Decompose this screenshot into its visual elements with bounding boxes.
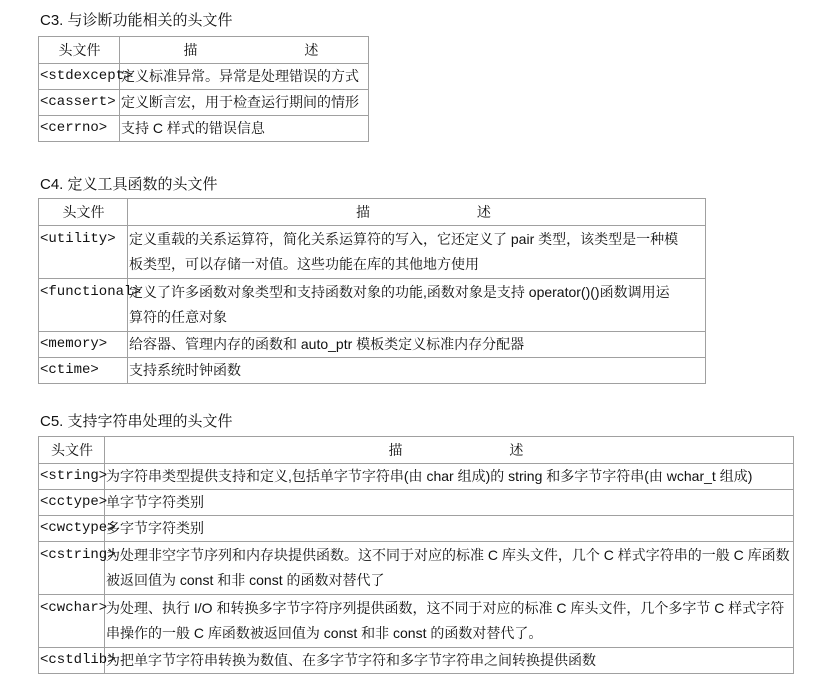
header-cell-description: 描 述 (120, 37, 369, 64)
table-row (39, 358, 706, 384)
table-row (39, 90, 369, 116)
table-row (39, 542, 794, 595)
section-title: C4. 定义工具函数的头文件 (40, 176, 218, 193)
description-line: 定义断言宏，用于检查运行期间的情形 (121, 94, 359, 110)
table-row (39, 116, 369, 142)
description-line: 定义重载的关系运算符，简化关系运算符的写入，它还定义了 pair 类型，该类型是一种模 (129, 231, 679, 247)
header-cell-file: 头文件 (39, 37, 120, 64)
table-row (39, 464, 794, 490)
description-line: 定义标准异常。异常是处理错误的方式 (121, 68, 359, 84)
description-cell (120, 90, 369, 116)
description-cell (105, 516, 794, 542)
header-table (38, 436, 794, 674)
description-cell (128, 332, 706, 358)
table-row (39, 595, 794, 648)
description-line: 多字节字符类别 (106, 520, 204, 536)
description-cell (120, 116, 369, 142)
table-row (39, 648, 794, 674)
header-name-cell: <cassert> (39, 90, 120, 116)
description-line: 支持 C 样式的错误信息 (121, 120, 265, 136)
description-line: 串操作的一般 C 库函数被返回值为 const 和非 const 的函数对替代了。 (106, 625, 543, 641)
table-header-row (39, 199, 706, 226)
header-name-cell: <cstdlib> (39, 648, 105, 674)
header-name-cell: <string> (39, 464, 105, 490)
description-line: 为字符串类型提供支持和定义,包括单字节字符串(由 char 组成)的 string 和多字节字符串(由 wchar_t 组成) (106, 468, 753, 484)
description-cell (105, 542, 794, 595)
description-cell (105, 464, 794, 490)
header-name-cell: <cstring> (39, 542, 105, 595)
header-name-cell: <cerrno> (39, 116, 120, 142)
header-cell-description: 描 述 (128, 199, 706, 226)
description-cell (128, 279, 706, 332)
description-cell (128, 358, 706, 384)
header-cell-file: 头文件 (39, 437, 105, 464)
table-row (39, 516, 794, 542)
description-line: 算符的任意对象 (129, 309, 227, 325)
header-name-cell: <functional> (39, 279, 128, 332)
header-cell-description: 描 述 (105, 437, 794, 464)
header-name-cell: <cctype> (39, 490, 105, 516)
description-cell (105, 595, 794, 648)
description-line: 单字节字符类别 (106, 494, 204, 510)
table-row (39, 64, 369, 90)
header-name-cell: <ctime> (39, 358, 128, 384)
description-line: 被返回值为 const 和非 const 的函数对替代了 (106, 572, 385, 588)
table-header-row (39, 37, 369, 64)
header-name-cell: <cwchar> (39, 595, 105, 648)
table-row (39, 226, 706, 279)
description-cell (128, 226, 706, 279)
table-row (39, 279, 706, 332)
description-line: 定义了许多函数对象类型和支持函数对象的功能,函数对象是支持 operator()()函数调用运 (129, 284, 670, 300)
table-row (39, 490, 794, 516)
header-name-cell: <cwctype> (39, 516, 105, 542)
header-table (38, 36, 369, 142)
header-name-cell: <memory> (39, 332, 128, 358)
header-cell-file: 头文件 (39, 199, 128, 226)
header-name-cell: <stdexcept> (39, 64, 120, 90)
description-line: 给容器、管理内存的函数和 auto_ptr 模板类定义标准内存分配器 (129, 336, 525, 352)
description-line: 板类型，可以存储一对值。这些功能在库的其他地方使用 (129, 256, 479, 272)
description-cell (105, 648, 794, 674)
description-line: 支持系统时钟函数 (129, 362, 241, 378)
section-title: C5. 支持字符串处理的头文件 (40, 413, 233, 430)
description-cell (105, 490, 794, 516)
header-name-cell: <utility> (39, 226, 128, 279)
table-row (39, 332, 706, 358)
section-title: C3. 与诊断功能相关的头文件 (40, 12, 233, 29)
description-cell (120, 64, 369, 90)
table-header-row (39, 437, 794, 464)
description-line: 为处理非空字节序列和内存块提供函数。这不同于对应的标准 C 库头文件，几个 C 样式字符串的一般 C 库函数 (106, 547, 790, 563)
header-table (38, 198, 706, 384)
description-line: 为把单字节字符串转换为数值、在多字节字符和多字节字符串之间转换提供函数 (106, 652, 596, 668)
description-line: 为处理、执行 I/O 和转换多字节字符序列提供函数，这不同于对应的标准 C 库头文件，几个多字节 C 样式字符 (106, 600, 785, 616)
